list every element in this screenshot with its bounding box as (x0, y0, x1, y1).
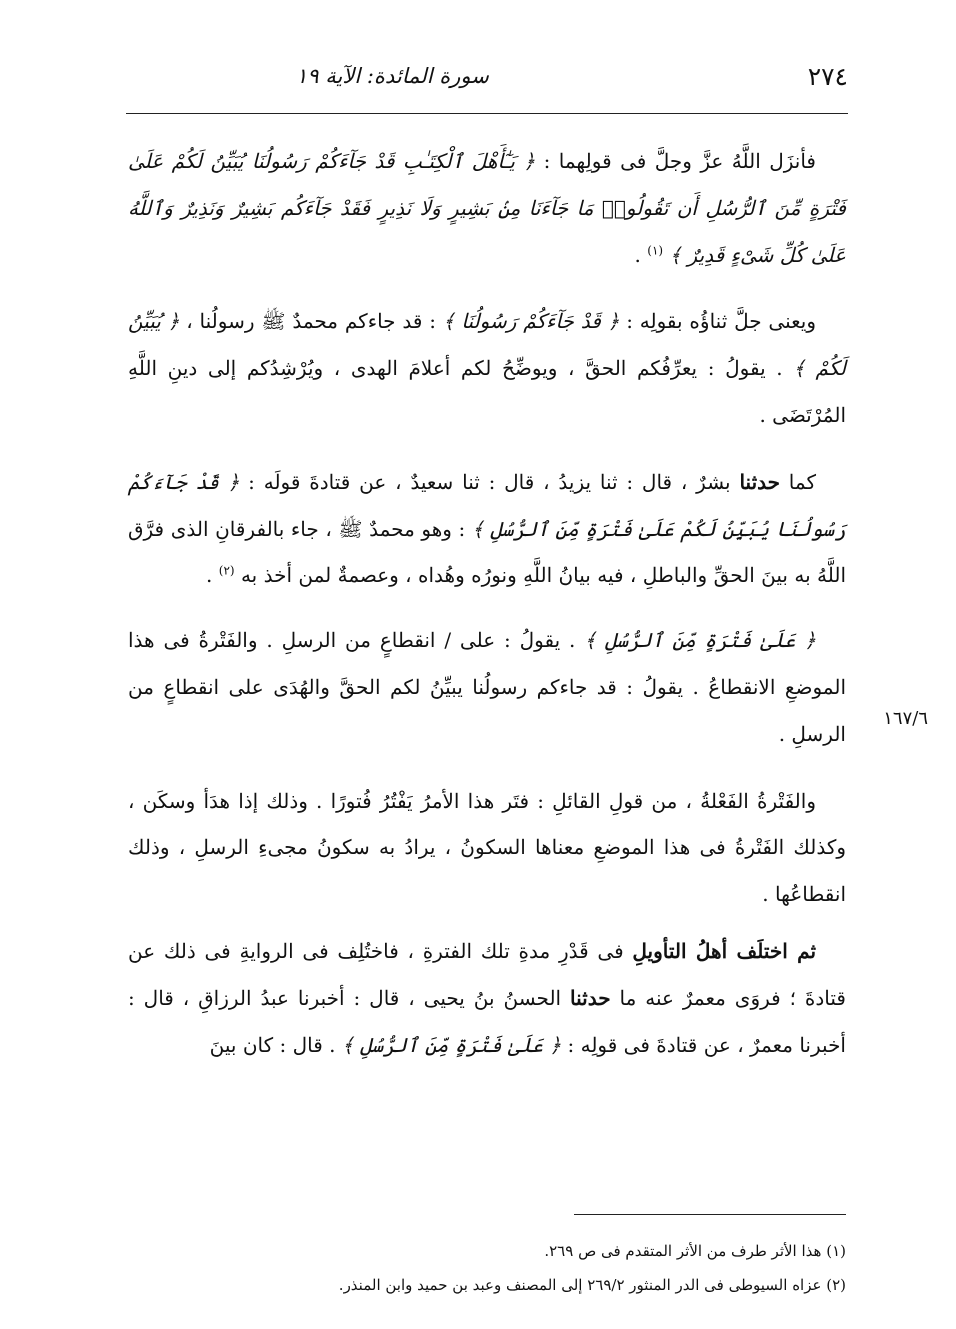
text-run: . (206, 563, 219, 588)
text-run: . قال : كان بينَ (209, 1032, 342, 1057)
text-run: . يقولُ : يعرِّفُكم الحقَّ ، ويوضِّحُ لكم أعلامَ الهدى ، ويُرْشِدُكم إلى دينِ اللَّهِ المُرْتَضَى . (128, 356, 846, 427)
bold-phrase: ثم اختلَف أهلُ التأويلِ (632, 938, 817, 963)
text-run: بشرٌ ، قال : ثنا يزيدُ ، قال : ثنا سعيدٌ ، عن قتادةَ قولَه : (239, 469, 740, 494)
paragraph-1 (128, 138, 846, 278)
text-run: فى قَدْرِ مدةِ تلك الفترةِ ، فاختُلِف فى الروايةِ فى ذلك عن قتادةَ ؛ فروَى معمرٌ عنه ما (128, 938, 846, 1010)
text-run: والفَتْرةُ الفَعْلةُ ، من قولِ القائلِ : فتَر هذا الأمرُ يَفْتُرُ فُتورًا . وذلك إذا هدَأ وسكَن ، وكذلك الفَتْرةُ فى هذا الموضعِ معناها السكونُ ، يرادُ به سكونُ مجىءِ الرسلِ ، وذلك انقطاعُها . (128, 788, 846, 907)
quran-quote: ﴿ قَدْ جَآءَكُمْ رَسُولُنَا يُبَيِّنُ لَكُمْ عَلَىٰ فَتْرَةٍ مِّنَ ٱلرُّسُلِ ﴾ (128, 469, 846, 541)
hadith-keyword: حدثنا (570, 985, 611, 1010)
page-number: ٢٧٤ (807, 62, 848, 91)
paragraph-6 (128, 928, 846, 1068)
footnote-marker: (٢) (218, 563, 235, 578)
text-run: . يقولُ : على / انقطاعٍ من الرسلِ . والفَتْرةُ فى هذا الموضعِ الانقطاعُ . يقولُ : قد جاءكم رسولُنا يبيِّنُ لكم الحقَّ والهُدَى على انقطاعٍ من الرسلِ . (128, 628, 846, 746)
text-run: فأنزَل اللَّهُ عزَّ وجلَّ فى قولِهما : (535, 149, 816, 173)
footnote-1: (١) هذا الأثر طرف من الأثر المتقدم فى ص ٢٦٩. (544, 1242, 846, 1260)
quran-quote: ﴿ قَدْ جَآءَكُمْ رَسُولُنَا ﴾ (442, 309, 620, 334)
quran-quote: ﴿ يُبَيِّنُ لَكُمْ ﴾ (128, 309, 846, 381)
text-run: . (634, 242, 648, 267)
running-title: سورة المائدة: الآية ١٩ (296, 64, 489, 88)
text-run: : وهو محمدٌ ﷺ ، جاء بالفرقانِ الذى فرَّق اللَّهُ به بينَ الحقِّ والباطلِ ، فيه بيانُ اللَّهِ ونورُه وهُداه ، وعصمةٌ لمن أخذ به (128, 516, 846, 588)
quran-quote: ﴿ عَلَىٰ فَتْرَةٍ مِّنَ ٱلرُّسُلِ ﴾ (341, 1032, 562, 1057)
paragraph-2 (128, 298, 846, 438)
footnote-2: (٢) عزاه السيوطى فى الدر المنثور ٢٦٩/٢ إلى المصنف وعبد بن حميد وابن المنذر. (338, 1276, 846, 1294)
quran-quote: ﴿ يَـٰٓأَهْلَ ٱلْكِتَـٰبِ قَدْ جَآءَكُمْ رَسُولُنَا يُبَيِّنُ لَكُمْ عَلَىٰ فَتْرَةٍ مِّنَ ٱلرُّسُلِ أَن تَقُولُوا۟ مَا جَآءَنَا مِنۢ بَشِيرٍ وَلَا نَذِيرٍ فَقَدْ جَآءَكُم بَشِيرٌ وَنَذِيرٌ وَٱللَّهُ عَلَىٰ كُلِّ شَىْءٍ قَدِيرٌ ﴾ (128, 149, 846, 267)
text-run: ويعنى جلَّ ثناؤُه بقولِه : (619, 309, 817, 334)
paragraph-3 (128, 459, 846, 599)
text-run: : قد جاءكم محمدٌ ﷺ رسولُنا ، (179, 309, 443, 334)
header-rule (126, 113, 848, 114)
footnote-marker: (١) (647, 242, 664, 257)
footnotes (180, 1234, 846, 1302)
text-run: الحسنُ بنُ يحيى ، قال : أخبرنا عبدُ الرزاقِ ، قال : أخبرنا معمرٌ ، عن قتادةَ فى قولِه : (128, 985, 846, 1057)
text-run: كما (780, 469, 816, 494)
paragraph-4 (128, 617, 846, 757)
margin-reference: ١٦٧/٦ (883, 708, 928, 729)
hadith-keyword: حدثنا (739, 469, 780, 494)
footnote-rule (574, 1214, 846, 1215)
page-header (126, 58, 848, 98)
paragraph-5 (128, 778, 846, 918)
quran-quote: ﴿ عَلَىٰ فَتْرَةٍ مِّنَ ٱلرُّسُلِ ﴾ (584, 628, 816, 653)
body-text (128, 138, 846, 1088)
